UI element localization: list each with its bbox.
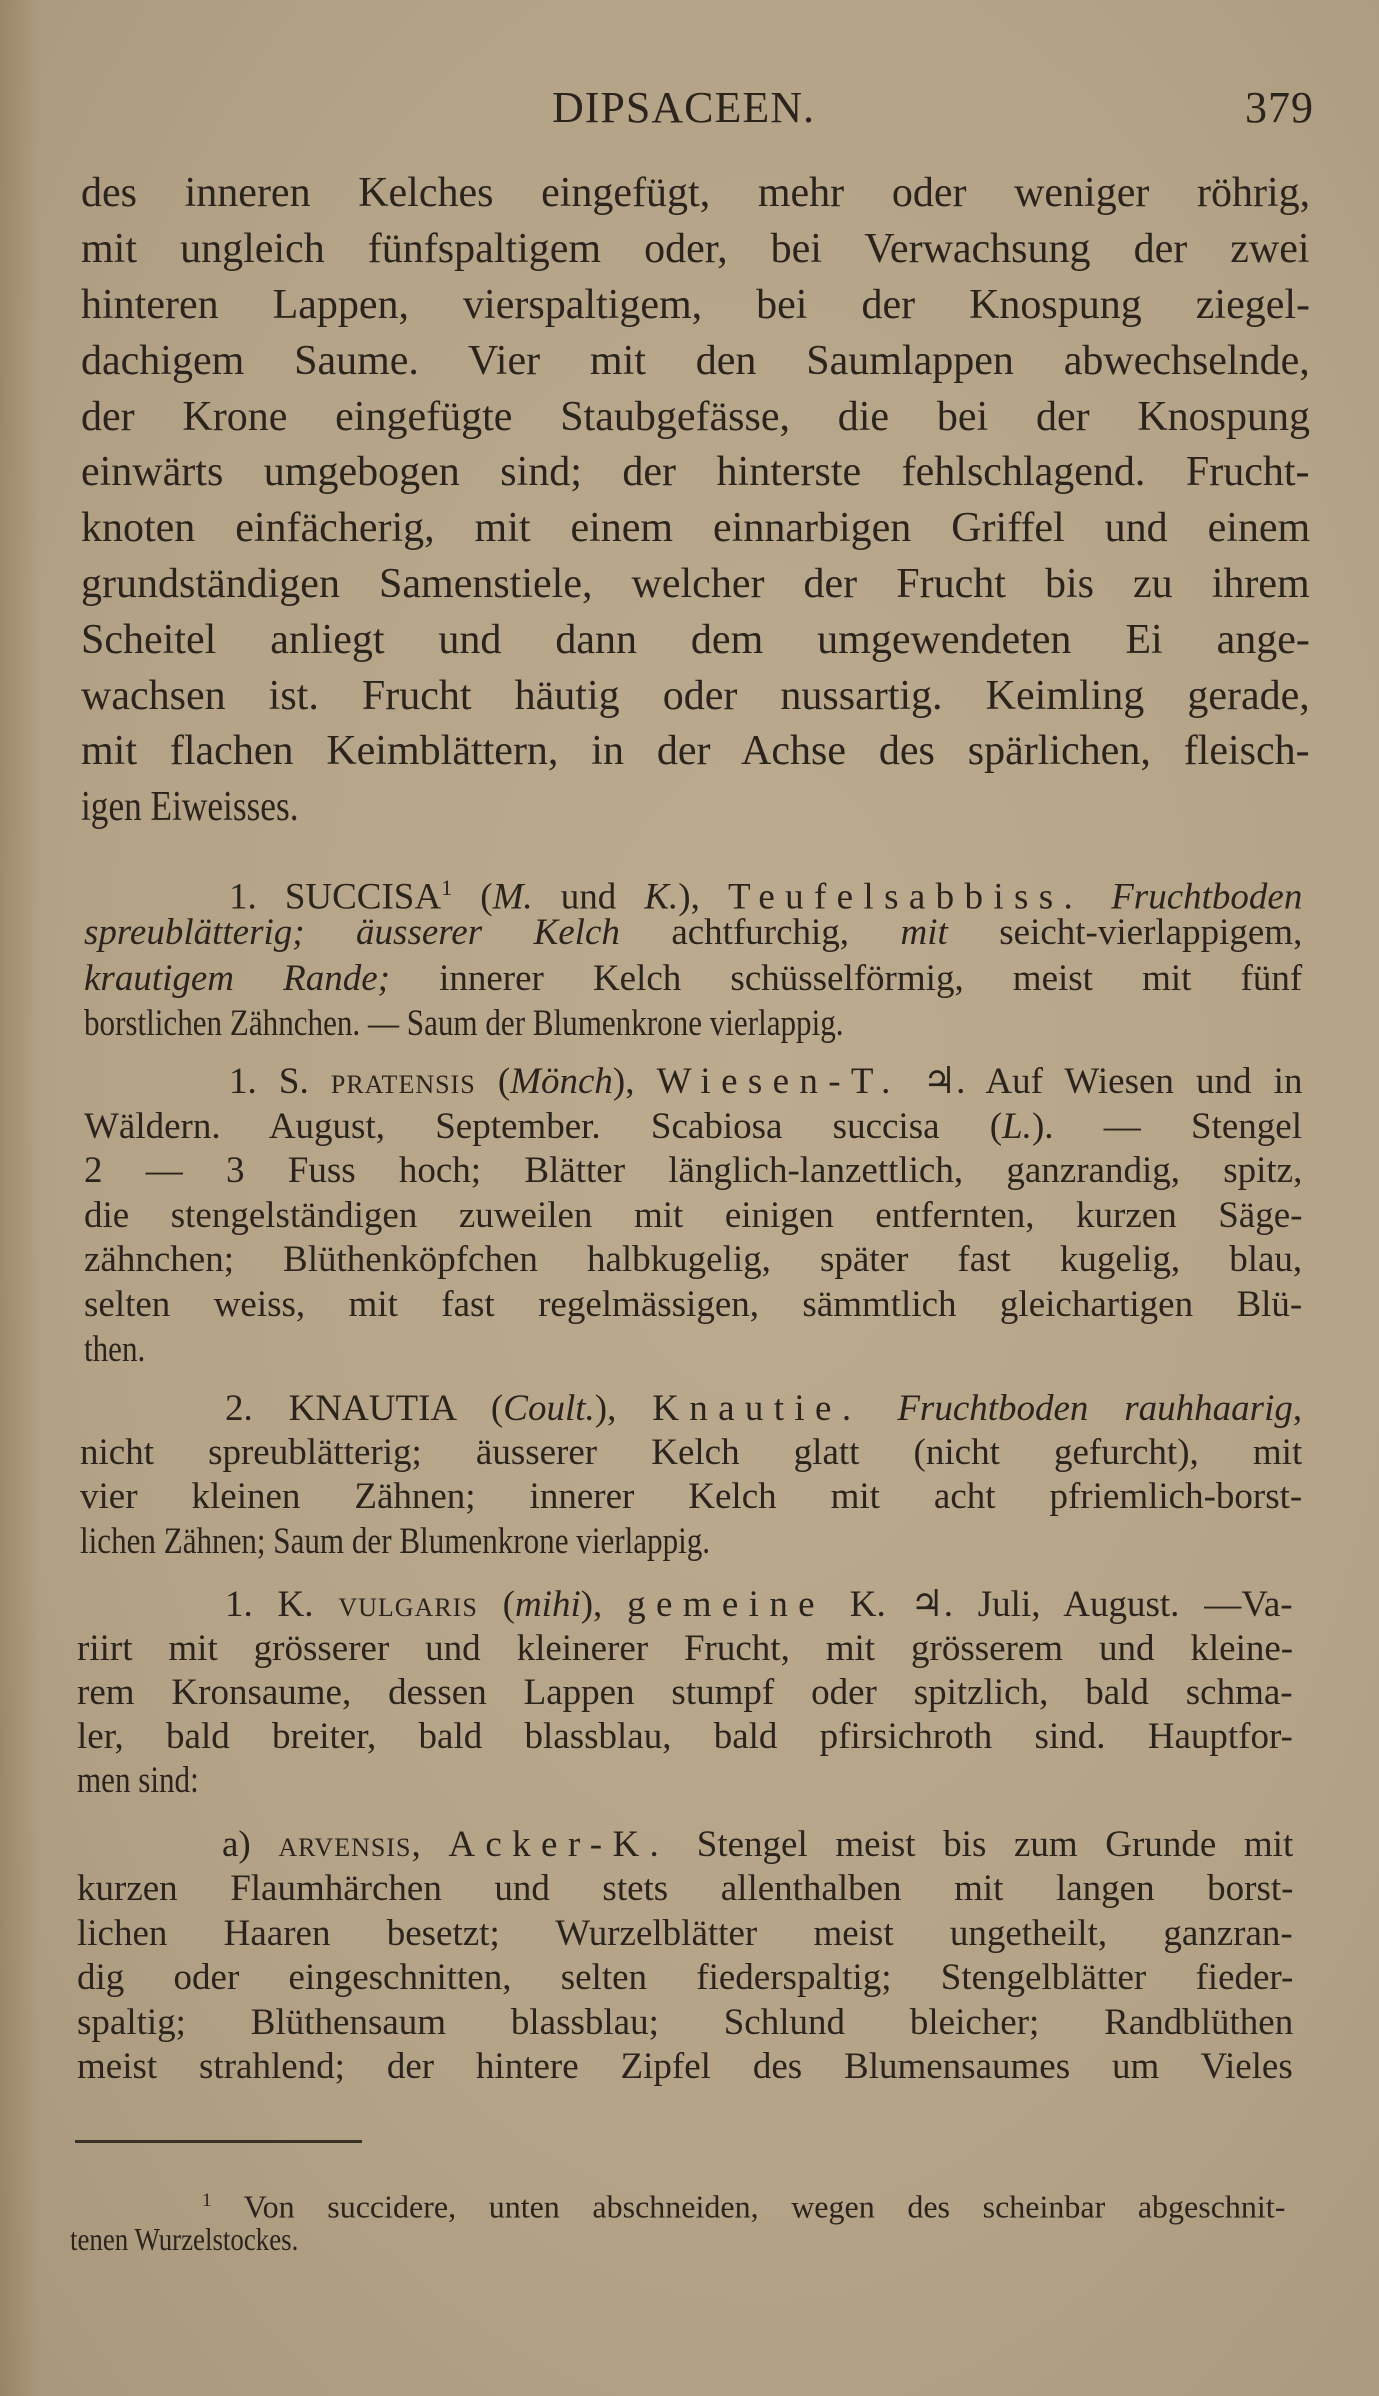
- text-line: [77, 1671, 1293, 1715]
- text-line: [225, 1387, 1302, 1431]
- text-run: dig oder eingeschnitten, selten fiederspaltig; Stengelblätter fieder-: [77, 1957, 1294, 1999]
- text-line: [81, 224, 1310, 274]
- small-caps-name: pratensis: [330, 1060, 476, 1102]
- text-run: (: [452, 876, 493, 918]
- text-line: [77, 1715, 1293, 1759]
- text-line: [84, 1328, 157, 1372]
- page-edge-shadow: [0, 0, 40, 2396]
- text-run: ,: [1292, 1387, 1303, 1429]
- text-line: [81, 726, 1310, 776]
- text-run: ♃. Auf Wiesen und in: [900, 1060, 1303, 1102]
- text-line: [77, 2045, 1293, 2089]
- text-line: [81, 392, 1310, 442]
- text-run: ). — Stengel: [1031, 1105, 1302, 1147]
- text-run: ),: [612, 1060, 657, 1102]
- text-run: lichen Zähnen; Saum der Blumenkrone vierlappig.: [80, 1520, 711, 1562]
- text-line: [80, 1431, 1302, 1475]
- text-run: 1. SUCCISA: [229, 876, 442, 918]
- text-run: ,: [411, 1823, 449, 1865]
- italic-text: Coult.: [503, 1387, 595, 1429]
- italic-text: Mönch: [510, 1060, 613, 1102]
- text-line: [202, 2182, 1285, 2226]
- text-run: K. ♃. Juli, August. —Va-: [824, 1583, 1293, 1625]
- text-run: selten weiss, mit fast regelmässigen, sämmtlich gleichartigen Blü-: [84, 1283, 1303, 1325]
- italic-text: L.: [1002, 1105, 1032, 1147]
- text-run: 1. K.: [225, 1583, 339, 1625]
- text-run: seicht-vierlappigem,: [947, 912, 1303, 954]
- italic-text: K.: [644, 876, 679, 918]
- running-header-title: DIPSACEEN.: [552, 83, 816, 132]
- text-line: [84, 1194, 1302, 1238]
- text-line: [225, 1583, 1293, 1627]
- text-run: ),: [678, 876, 728, 918]
- text-run: mit ungleich fünfspaltigem oder, bei Verwachsung der zwei: [81, 226, 1310, 273]
- spaced-common-name: Wiesen-T.: [656, 1060, 901, 1102]
- text-run: Wäldern. August, September. Scabiosa succisa (: [84, 1105, 1003, 1147]
- italic-text: Fruchtboden: [1111, 876, 1303, 918]
- text-line: [84, 1283, 1302, 1327]
- text-run: vier kleinen Zähnen; innerer Kelch mit acht pfriemlich-borst-: [80, 1476, 1303, 1518]
- text-run: men sind:: [77, 1759, 199, 1801]
- text-run: achtfurchig,: [619, 912, 901, 954]
- text-line: [81, 782, 340, 832]
- text-run: (: [475, 1060, 511, 1102]
- footnote-marker: 1: [441, 874, 453, 900]
- page-number: 379: [1245, 83, 1314, 132]
- text-run: a): [222, 1823, 279, 1865]
- italic-text: Fruchtboden rauhhaarig: [897, 1387, 1293, 1429]
- text-run: kurzen Flaumhärchen und stets allenthalben mit langen borst-: [77, 1868, 1294, 1910]
- spaced-common-name: Acker-K.: [448, 1823, 670, 1865]
- text-line: [81, 336, 1310, 386]
- text-line: [84, 1149, 1302, 1193]
- text-run: wachsen ist. Frucht häutig oder nussartig. Keimling gerade,: [81, 672, 1310, 719]
- text-line: [77, 2001, 1293, 2045]
- small-caps-name: vulgaris: [338, 1583, 478, 1625]
- footnote-marker: 1: [202, 2189, 212, 2211]
- text-run: ),: [594, 1387, 653, 1429]
- text-line: [229, 1060, 1302, 1104]
- italic-text: mit: [900, 912, 948, 954]
- text-line: [77, 1759, 222, 1803]
- text-line: [80, 1475, 1302, 1519]
- text-run: 2 — 3 Fuss hoch; Blätter länglich-lanzettlich, ganzrandig, spitz,: [84, 1150, 1303, 1192]
- text-line: [84, 1002, 988, 1046]
- text-run: [861, 1388, 897, 1429]
- text-line: [77, 1912, 1293, 1956]
- text-run: (: [477, 1583, 515, 1625]
- text-run: mit flachen Keimblättern, in der Achse des spärlichen, fleisch-: [81, 728, 1310, 775]
- text-run: zähnchen; Blüthenköpfchen halbkugelig, später fast kugelig, blau,: [84, 1239, 1303, 1281]
- text-line: [81, 559, 1310, 609]
- text-run: 2. KNAUTIA (: [225, 1387, 504, 1429]
- italic-text: mihi: [514, 1583, 581, 1625]
- text-run: und: [532, 876, 645, 918]
- text-line: [84, 911, 1302, 955]
- text-line: [222, 1823, 1293, 1867]
- text-line: [77, 1956, 1293, 2000]
- text-line: [84, 1238, 1302, 1282]
- text-run: der Krone eingefügte Staubgefässe, die bei der Knospung: [81, 393, 1311, 440]
- text-run: ),: [580, 1583, 628, 1625]
- text-line: [80, 1520, 830, 1564]
- text-run: dachigem Saume. Vier mit den Saumlappen abwechselnde,: [81, 337, 1310, 384]
- spaced-common-name: Knautie.: [652, 1387, 862, 1429]
- text-run: innerer Kelch schüsselförmig, meist mit fünf: [389, 957, 1303, 999]
- text-run: die stengelständigen zuweilen mit einigen entfernten, kurzen Säge-: [84, 1194, 1303, 1236]
- text-run: knoten einfächerig, mit einem einnarbigen Griffel und einem: [81, 505, 1311, 552]
- text-run: tenen Wurzelstockes.: [70, 2221, 299, 2258]
- text-run: lichen Haaren besetzt; Wurzelblätter meist ungetheilt, ganzran-: [77, 1912, 1293, 1954]
- text-run: Stengel meist bis zum Grunde mit: [669, 1823, 1294, 1865]
- text-line: [84, 957, 1302, 1001]
- text-run: rem Kronsaume, dessen Lappen stumpf oder spitzlich, bald schma-: [77, 1671, 1293, 1713]
- text-line: [77, 1867, 1293, 1911]
- text-run: meist strahlend; der hintere Zipfel des Blumensaumes um Vieles: [77, 2045, 1293, 2087]
- text-line: [77, 1627, 1293, 1671]
- text-run: ler, bald breiter, bald blassblau, bald pfirsichroth sind. Hauptfor-: [77, 1715, 1293, 1757]
- text-line: [81, 503, 1310, 553]
- small-caps-name: arvensis: [278, 1823, 412, 1865]
- text-run: einwärts umgebogen sind; der hinterste fehlschlagend. Frucht-: [81, 449, 1310, 496]
- text-run: borstlichen Zähnchen. — Saum der Blumenkrone vierlappig.: [84, 1002, 844, 1044]
- text-run: des inneren Kelches eingefügt, mehr oder weniger röhrig,: [81, 170, 1311, 217]
- text-run: then.: [84, 1328, 146, 1370]
- text-run: grundständigen Samenstiele, welcher der Frucht bis zu ihrem: [81, 560, 1310, 607]
- text-run: riirt mit grösserer und kleinerer Frucht, mit grösserem und kleine-: [77, 1627, 1294, 1669]
- italic-text: M.: [492, 876, 533, 918]
- italic-text: krautigem Rande;: [84, 957, 390, 999]
- text-run: spaltig; Blüthensaum blassblau; Schlund bleicher; Randblüthen: [77, 2001, 1294, 2043]
- spaced-common-name: gemeine: [627, 1583, 825, 1625]
- text-line: [70, 2220, 342, 2258]
- text-line: [81, 615, 1310, 665]
- text-line: [84, 1105, 1302, 1149]
- text-run: Scheitel anliegt und dann dem umgewendeten Ei ange-: [81, 616, 1310, 663]
- text-run: igen Eiweisses.: [81, 784, 299, 831]
- text-line: [81, 280, 1310, 330]
- italic-text: spreublätterig; äusserer Kelch: [84, 912, 620, 954]
- text-line: [81, 671, 1310, 721]
- text-run: nicht spreublätterig; äusserer Kelch glatt (nicht gefurcht), mit: [80, 1432, 1303, 1474]
- text-run: 1. S.: [229, 1060, 331, 1102]
- footnote-separator: [75, 2140, 362, 2143]
- spaced-common-name: Teufelsabbiss.: [727, 876, 1084, 918]
- text-line: [81, 168, 1310, 218]
- text-run: hinteren Lappen, vierspaltigem, bei der Knospung ziegel-: [81, 281, 1311, 328]
- text-run: Von succidere, unten abschneiden, wegen des scheinbar abgeschnit-: [211, 2188, 1286, 2225]
- text-line: [81, 447, 1310, 497]
